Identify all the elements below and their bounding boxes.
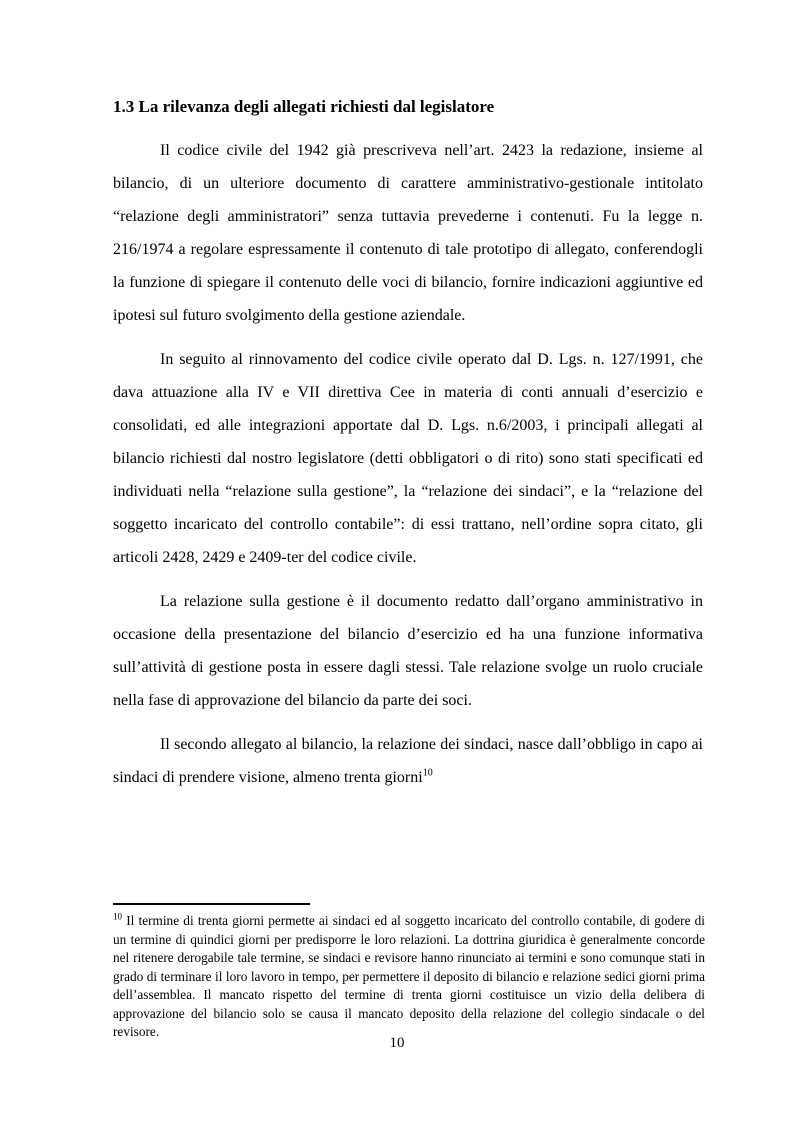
paragraph-1: Il codice civile del 1942 già prescriveva nell’art. 2423 la redazione, insieme al bilancio, di un ulteriore documento di carattere amministrativo-gestionale intitolato “relazione degli amministratori” senza tuttavia prevederne i contenuti. Fu la legge n. 216/1974 a regolare espressamente il contenuto di tale prototipo di allegato, conferendogli la funzione di spiegare il contenuto delle voci di bilancio, fornire indicazioni aggiuntive ed ipotesi sul futuro svolgimento della gestione aziendale. [113, 142, 703, 324]
footnote-marker: 10 [113, 911, 122, 922]
paragraph-2: In seguito al rinnovamento del codice civile operato dal D. Lgs. n. 127/1991, che dava attuazione alla IV e VII direttiva Cee in materia di conti annuali d’esercizio e consolidati, ed alle integrazioni apportate dal D. Lgs. n.6/2003, i principali allegati al bilancio richiesti dal nostro legislatore (detti obbligatori o di rito) sono stati specificati ed individuati nella “relazione sulla gestione”, la “relazione dei sindaci”, e la “relazione del soggetto incaricato del controllo contabile”: di essi trattano, nell’ordine sopra citato, gli articoli 2428, 2429 e 2409-ter del codice civile. [113, 351, 703, 566]
footnote-area [113, 903, 705, 1042]
paragraph-4 [113, 728, 703, 794]
footnote [113, 912, 705, 1042]
footnote-text: Il termine di trenta giorni permette ai sindaci ed al soggetto incaricato del controllo contabile, di godere di un termine di quindici giorni per predisporre le loro relazioni. La dottrina giuridica è generalmente concorde nel ritenere derogabile tale termine, se sindaci e revisore hanno rinunciato ai termini e sono comunque stati in grado di terminare il loro lavoro in tempo, per permettere il deposito di bilancio e relazione sedici giorni prima dell’assemblea. Il mancato rispetto del termine di trenta giorni costituisce un vizio della delibera di approvazione del bilancio solo se causa il mancato deposito della relazione del collegio sindacale o del revisore. [113, 913, 705, 1039]
page-body [113, 96, 703, 805]
paragraph-3: La relazione sulla gestione è il documento redatto dall’organo amministrativo in occasione della presentazione del bilancio d’esercizio ed ha una funzione informativa sull’attività di gestione posta in essere dagli stessi. Tale relazione svolge un ruolo cruciale nella fase di approvazione del bilancio da parte dei soci. [113, 593, 703, 709]
section-heading: 1.3 La rilevanza degli allegati richiesti dal legislatore [113, 97, 495, 116]
footnote-separator [113, 903, 310, 905]
footnote-reference: 10 [422, 767, 433, 779]
paragraph-4-text: Il secondo allegato al bilancio, la relazione dei sindaci, nasce dall’obbligo in capo ai sindaci di prendere visione, almeno trenta giorni [113, 736, 703, 786]
page-number: 10 [389, 1035, 405, 1051]
